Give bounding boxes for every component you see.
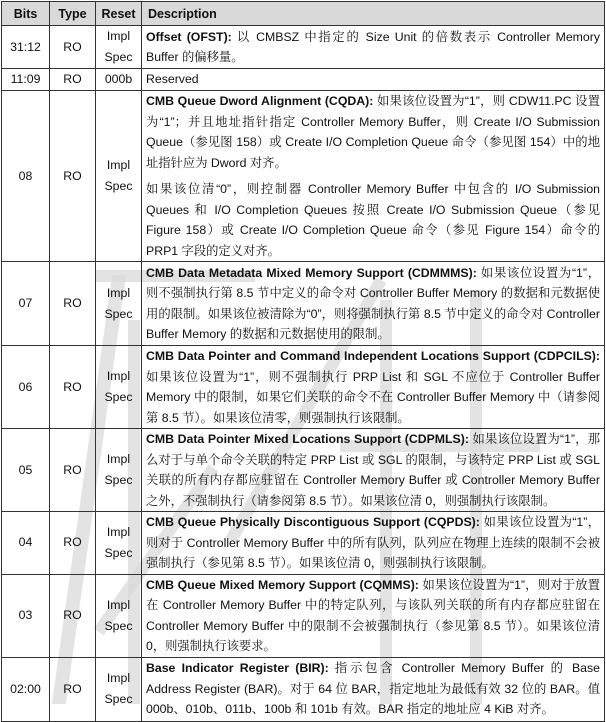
field-title: CMB Queue Mixed Memory Support (CQMMS):	[146, 577, 419, 592]
header-description: Description	[142, 2, 605, 26]
bits-cell: 07	[2, 262, 50, 346]
description-cell: CMB Queue Mixed Memory Support (CQMMS): 如果该位设置为“1”，则对于放置在 Controller Memory Buffer 中的特定队列，与该队列关联的所有内存都应驻留在 Controller Memory Buffer 中的限制不会被强制执行（参见第 8.5 节）。如果该位清 0，则强制执行该要求。	[142, 574, 605, 657]
bits-cell: 03	[2, 574, 50, 657]
table-row	[2, 69, 605, 91]
description-cell: Base Indicator Register (BIR): 指示包含 Controller Memory Buffer 的 Base Address Register (BAR)。对于 64 位 BAR，指定地址为最低有效 32 位的 BAR。值 000b、010b、011b、100b 和 101b 有效。BAR 指定的地址应 4 KiB 对齐。	[142, 657, 605, 721]
type-cell: RO	[50, 69, 96, 91]
table-row	[2, 657, 605, 721]
header-bits: Bits	[2, 2, 50, 26]
type-cell: RO	[50, 512, 96, 575]
reset-cell: Impl Spec	[96, 574, 142, 657]
table-header-row	[2, 2, 605, 26]
reset-cell: Impl Spec	[96, 91, 142, 262]
field-title: CMB Queue Physically Discontiguous Support (CQPDS):	[146, 515, 480, 529]
field-title: Base Indicator Register (BIR):	[146, 661, 329, 676]
type-cell: RO	[50, 574, 96, 657]
bits-cell: 06	[2, 346, 50, 429]
description-cell: Reserved	[142, 69, 605, 91]
field-title: CMB Queue Dword Alignment (CQDA):	[146, 94, 374, 108]
type-cell: RO	[50, 262, 96, 346]
field-title: Offset (OFST):	[146, 29, 232, 44]
table-row	[2, 262, 605, 346]
description-cell: CMB Data Metadata Mixed Memory Support (CDMMMS): 如果该位设置为“1”，则不强制执行第 8.5 节中定义的命令对 Controller Buffer Memory 的数据和元数据使用的限制。如果该位被清除为“0”，则将强制执行第 8.5 节中定义的命令对 Controller Buffer Memory 的数据和元数据使用的限制。	[142, 262, 605, 346]
field-title: CMB Data Pointer and Command Independent Locations Support (CDPCILS):	[146, 349, 600, 363]
field-title: CMB Data Pointer Mixed Locations Support (CDPMLS):	[146, 432, 469, 446]
table-row	[2, 512, 605, 575]
table-row	[2, 91, 605, 262]
register-table	[1, 1, 605, 722]
table-row	[2, 346, 605, 429]
bits-cell: 31:12	[2, 26, 50, 69]
description-cell: Offset (OFST): 以 CMBSZ 中指定的 Size Unit 的倍数表示 Controller Memory Buffer 的偏移量。	[142, 26, 605, 69]
description-cell: CMB Queue Physically Discontiguous Support (CQPDS): 如果该位设置为“1”，则对于 Controller Memory Buffer 中的所有队列，队列应在物理上连续的限制不会被强制执行（参见第 8.5 节）。如果该位清 0，则强制执行该限制。	[142, 512, 605, 575]
table-row	[2, 429, 605, 512]
reset-cell: Impl Spec	[96, 429, 142, 512]
field-title: CMB Data Metadata Mixed Memory Support (CDMMMS):	[146, 265, 477, 280]
bits-cell: 05	[2, 429, 50, 512]
header-reset: Reset	[96, 2, 142, 26]
bits-cell: 04	[2, 512, 50, 575]
type-cell: RO	[50, 429, 96, 512]
reset-cell: Impl Spec	[96, 512, 142, 575]
bits-cell: 11:09	[2, 69, 50, 91]
reset-cell: Impl Spec	[96, 262, 142, 346]
reset-cell: Impl Spec	[96, 657, 142, 721]
bits-cell: 08	[2, 91, 50, 262]
type-cell: RO	[50, 346, 96, 429]
type-cell: RO	[50, 91, 96, 262]
description-cell: CMB Queue Dword Alignment (CQDA): 如果该位设置为“1”，则 CDW11.PC 设置为“1”；并且地址指针指定 Controller Memory Buffer，则 Create I/O Submission Queue（参见图 158）或 Create I/O Completion Queue 命令（参见图 154）中的地址指针应为 Dword 对齐。 如果该位清“0”，则控制器 Controller Memory Buffer 中包含的 I/O Submission Queues 和 I/O Completion Queues 按照 Create I/O Submission Queue（参见 Figure 158）或 Create I/O Completion Queue 命令（参见 Figure 154）命令的 PRP1 字段的定义对齐。	[142, 91, 605, 262]
header-type: Type	[50, 2, 96, 26]
table-row	[2, 26, 605, 69]
type-cell: RO	[50, 657, 96, 721]
reset-cell: Impl Spec	[96, 346, 142, 429]
type-cell: RO	[50, 26, 96, 69]
table-row	[2, 574, 605, 657]
reset-cell: 000b	[96, 69, 142, 91]
description-cell: CMB Data Pointer Mixed Locations Support (CDPMLS): 如果该位设置为“1”，那么对于与单个命令关联的特定 PRP List 或 SGL 的限制，与该特定 PRP List 或 SGL 关联的所有内存都应驻留在 Controller Memory Buffer 或 Controller Memory Buffer 之外，不强制执行（请参阅第 8.5 节）。如果该位清 0，则强制执行该限制。	[142, 429, 605, 512]
reset-cell: Impl Spec	[96, 26, 142, 69]
description-cell: CMB Data Pointer and Command Independent Locations Support (CDPCILS): 如果该位设置为“1”，则不强制执行 PRP List 和 SGL 不应位于 Controller Buffer Memory 中的限制，如果它们关联的命令不在 Controller Buffer Memory 中（请参阅第 8.5 节）。如果该位清零，则强制执行该限制。	[142, 346, 605, 429]
bits-cell: 02:00	[2, 657, 50, 721]
